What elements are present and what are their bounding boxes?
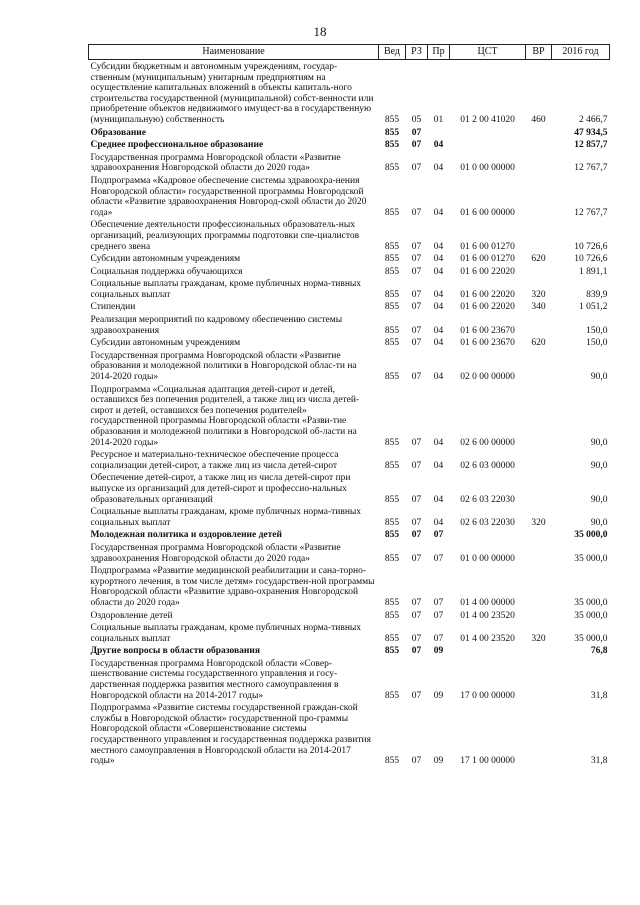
cell-amount: 839,9	[586, 289, 608, 300]
cell-ved: 855	[384, 597, 400, 608]
cell-rz: 07	[411, 127, 422, 138]
table-header	[89, 45, 610, 60]
header-cst: ЦСТ	[450, 45, 526, 60]
cell-amount: 150,0	[586, 325, 608, 336]
table-row	[89, 151, 610, 174]
header-vr: ВР	[526, 45, 552, 60]
cell-name: Обеспечение детей-сирот, а также лиц из числа детей-сирот при выпуске из организаций для детей-сирот и профессио-нальных образовательных организаций	[90, 473, 351, 505]
table-row	[89, 528, 610, 541]
cell-rz: 07	[411, 530, 422, 541]
cell-vr	[526, 349, 552, 383]
cell-name: Субсидии бюджетным и автономным учреждениям, государ-ственным (муниципальным) унитарным предприятиям на осуществление капитальных вложений в объекты капиталь-ного строительства государственной (муниципальной) собст-венности или приобретение объектов недвижимого имущест-ва в государственную (муниципальную) собственность	[90, 62, 374, 125]
cell-rz: 07	[411, 140, 422, 151]
cell-amount: 35 000,0	[574, 530, 608, 541]
cell-pr: 04	[433, 460, 444, 471]
cell-amount: 35 000,0	[574, 597, 608, 608]
cell-pr: 09	[433, 756, 444, 767]
cell-name: Образование	[90, 127, 146, 138]
cell-ved: 855	[384, 372, 400, 383]
cell-cst: 02 6 00 00000	[460, 437, 515, 448]
table-row	[89, 383, 610, 449]
cell-name: Стипендии	[90, 302, 136, 313]
cell-vr	[526, 541, 552, 564]
cell-cst: 02 6 03 00000	[460, 460, 515, 471]
cell-ved: 855	[384, 207, 400, 218]
cell-amount: 90,0	[590, 437, 608, 448]
cell-pr: 07	[433, 610, 444, 621]
cell-rz: 07	[411, 372, 422, 383]
cell-pr: 04	[433, 372, 444, 383]
cell-ved: 855	[384, 140, 400, 151]
cell-vr: 620	[531, 338, 546, 349]
cell-name: Реализация мероприятий по кадровому обеспечению системы здравоохранения	[90, 315, 343, 336]
cell-vr	[526, 265, 552, 278]
cell-amount: 150,0	[586, 338, 608, 349]
cell-name: Подпрограмма «Развитие системы государственной граждан-ской службы в Новгородской области» государственной про-граммы Новгородской области «Совершенствование системы государственного управления и государственная поддержка развития местного самоуправления в Новгородской области на 2014-2017 годы»	[90, 703, 371, 767]
cell-amount: 90,0	[590, 372, 608, 383]
cell-pr	[428, 126, 450, 139]
cell-pr: 04	[433, 494, 444, 505]
cell-amount: 76,8	[590, 646, 608, 657]
cell-ved: 855	[384, 553, 400, 564]
cell-cst: 01 6 00 22020	[460, 289, 515, 300]
cell-vr	[526, 313, 552, 336]
cell-name: Молодежная политика и оздоровление детей	[90, 530, 282, 541]
cell-ved: 855	[384, 289, 400, 300]
cell-pr: 04	[433, 254, 444, 265]
cell-cst: 01 6 00 23670	[460, 325, 515, 336]
cell-ved: 855	[384, 254, 400, 265]
cell-name: Государственная программа Новгородской области «Развитие здравоохранения Новгородской области до 2020 года»	[90, 542, 341, 564]
cell-vr: 460	[531, 114, 546, 125]
cell-cst: 01 4 00 00000	[460, 597, 515, 608]
cell-cst: 02 6 03 22030	[460, 494, 515, 505]
cell-ved: 855	[384, 302, 400, 313]
cell-cst	[450, 126, 526, 139]
cell-amount: 2 466,7	[579, 114, 608, 125]
cell-amount: 47 934,5	[574, 127, 608, 138]
cell-ved: 855	[384, 646, 400, 657]
cell-pr: 04	[433, 302, 444, 313]
cell-vr: 340	[531, 302, 546, 313]
cell-amount: 1 891,1	[579, 266, 608, 277]
cell-cst: 17 0 00 00000	[460, 690, 515, 701]
cell-vr	[526, 174, 552, 218]
cell-rz: 07	[411, 756, 422, 767]
cell-vr	[526, 126, 552, 139]
cell-name: Социальные выплаты гражданам, кроме публичных норма-тивных социальных выплат	[90, 279, 362, 300]
cell-vr	[526, 609, 552, 622]
table-row	[89, 621, 610, 644]
cell-amount: 12 767,7	[574, 207, 608, 218]
cell-amount: 35 000,0	[574, 553, 608, 564]
cell-rz: 07	[411, 302, 422, 313]
cell-name: Другие вопросы в области образования	[90, 646, 261, 657]
cell-rz: 05	[411, 114, 422, 125]
cell-name: Подпрограмма «Развитие медицинской реабилитации и сана-торно-курортного лечения, в том числе детям» государствен-ной программы Новгородской области «Развитие здраво-охранения Новгородской области до 2020 года»	[90, 566, 375, 608]
cell-cst: 01 6 00 23670	[460, 338, 515, 349]
table-row	[89, 448, 610, 471]
cell-name: Оздоровление детей	[90, 610, 173, 621]
cell-ved: 855	[384, 325, 400, 336]
cell-rz: 07	[411, 690, 422, 701]
cell-ved: 855	[384, 494, 400, 505]
cell-amount: 1 051,2	[579, 302, 608, 313]
cell-cst: 01 0 00 00000	[460, 553, 515, 564]
cell-pr: 07	[433, 553, 444, 564]
cell-pr: 07	[433, 633, 444, 644]
cell-vr	[526, 701, 552, 767]
header-ved: Вед	[379, 45, 406, 60]
cell-rz: 07	[411, 325, 422, 336]
cell-rz: 07	[411, 553, 422, 564]
cell-pr: 04	[433, 338, 444, 349]
cell-ved: 855	[384, 460, 400, 471]
cell-cst: 17 1 00 00000	[460, 756, 515, 767]
cell-name: Субсидии автономным учреждениям	[90, 338, 241, 349]
header-row	[89, 45, 610, 60]
cell-amount: 12 767,7	[574, 163, 608, 174]
cell-cst: 02 6 03 22030	[460, 517, 515, 528]
cell-vr	[526, 528, 552, 541]
cell-vr	[526, 657, 552, 701]
cell-cst: 01 4 00 23520	[460, 633, 515, 644]
table-row	[89, 541, 610, 564]
table-row	[89, 265, 610, 278]
cell-ved: 855	[384, 633, 400, 644]
cell-rz: 07	[411, 460, 422, 471]
cell-rz: 07	[411, 289, 422, 300]
cell-rz: 07	[411, 610, 422, 621]
cell-ved: 855	[384, 437, 400, 448]
table-body	[89, 60, 610, 767]
cell-ved: 855	[384, 241, 400, 252]
cell-name: Среднее профессиональное образование	[90, 140, 264, 151]
cell-vr	[526, 138, 552, 151]
cell-name: Социальные выплаты гражданам, кроме публичных норма-тивных социальных выплат	[90, 507, 362, 528]
cell-amount: 35 000,0	[574, 610, 608, 621]
cell-rz: 07	[411, 633, 422, 644]
cell-amount: 31,8	[590, 756, 608, 767]
cell-name: Субсидии автономным учреждениям	[90, 254, 241, 265]
header-year: 2016 год	[552, 45, 610, 60]
cell-cst: 01 2 00 41020	[460, 114, 515, 125]
header-pr: Пр	[428, 45, 450, 60]
cell-vr	[526, 218, 552, 252]
cell-pr: 04	[433, 325, 444, 336]
cell-amount: 10 726,6	[574, 254, 608, 265]
table-row	[89, 277, 610, 300]
cell-cst	[450, 644, 526, 657]
cell-rz: 07	[411, 597, 422, 608]
table-row	[89, 349, 610, 383]
cell-cst: 02 0 00 00000	[460, 372, 515, 383]
cell-name: Государственная программа Новгородской области «Развитие образования и молодежной политики в Новгородской облас-ти на 2014-2020 годы»	[90, 350, 357, 383]
cell-pr: 04	[433, 163, 444, 174]
cell-rz: 07	[411, 266, 422, 277]
cell-pr: 01	[433, 114, 444, 125]
table-row	[89, 505, 610, 528]
cell-name: Подпрограмма «Социальная адаптация детей-сирот и детей, оставшихся без попечения родителей, а также лиц из числа детей-сирот и детей, оставшихся без попечения родителей» государственной программы Новгородской области «Разви-тие образования и молодежной политики в Новгородской об-ласти на 2014-2020 годы»	[90, 384, 360, 448]
cell-ved: 855	[384, 690, 400, 701]
cell-cst: 01 6 00 22020	[460, 266, 515, 277]
cell-name: Подпрограмма «Кадровое обеспечение системы здравоохра-нения Новгородской области» государственной программы Новгородской области «Развитие здравоохранения Новгород-ской области до 2020 года»	[90, 175, 367, 218]
cell-name: Социальные выплаты гражданам, кроме публичных норма-тивных социальных выплат	[90, 623, 362, 644]
table-row	[89, 644, 610, 657]
cell-rz: 07	[411, 494, 422, 505]
cell-pr: 04	[433, 437, 444, 448]
cell-pr: 09	[433, 690, 444, 701]
cell-amount: 90,0	[590, 460, 608, 471]
table-row	[89, 126, 610, 139]
cell-name: Государственная программа Новгородской области «Совер-шенствование системы государственного управления и госу-дарственная поддержка развития местного самоуправления в Новгородской области на 2014-2017 годы»	[90, 658, 339, 701]
cell-vr: 620	[531, 254, 546, 265]
cell-name: Государственная программа Новгородской области «Развитие здравоохранения Новгородской области до 2020 года»	[90, 152, 341, 174]
table-row	[89, 336, 610, 349]
cell-ved: 855	[384, 530, 400, 541]
cell-rz: 07	[411, 207, 422, 218]
cell-pr: 04	[433, 517, 444, 528]
table-row	[89, 138, 610, 151]
cell-vr: 320	[531, 633, 546, 644]
cell-vr: 320	[531, 517, 546, 528]
cell-rz: 07	[411, 241, 422, 252]
table-row	[89, 218, 610, 252]
cell-cst: 01 6 00 01270	[460, 254, 515, 265]
cell-name: Социальная поддержка обучающихся	[90, 266, 243, 277]
cell-ved: 855	[384, 127, 400, 138]
cell-amount: 35 000,0	[574, 633, 608, 644]
cell-pr: 04	[433, 266, 444, 277]
cell-amount: 31,8	[590, 690, 608, 701]
table-row	[89, 174, 610, 218]
table-row	[89, 252, 610, 265]
table-row	[89, 564, 610, 608]
table-row	[89, 60, 610, 126]
page-number: 18	[313, 24, 327, 39]
table-row	[89, 609, 610, 622]
budget-table	[88, 44, 610, 767]
cell-vr	[526, 151, 552, 174]
cell-vr	[526, 471, 552, 505]
cell-vr	[526, 448, 552, 471]
table-row	[89, 701, 610, 767]
cell-rz: 07	[411, 517, 422, 528]
cell-amount: 12 857,7	[574, 140, 608, 151]
cell-pr: 04	[433, 241, 444, 252]
cell-amount: 90,0	[590, 494, 608, 505]
table-row	[89, 300, 610, 313]
cell-pr: 07	[433, 597, 444, 608]
cell-name: Ресурсное и материально-техническое обеспечение процесса социализации детей-сирот, а также лиц из числа детей-сирот	[90, 450, 339, 471]
cell-name: Обеспечение деятельности профессиональных образователь-ных организаций, реализующих программы подготовки спе-циалистов среднего звена	[90, 220, 360, 252]
cell-ved: 855	[384, 338, 400, 349]
header-name: Наименование	[89, 45, 379, 60]
cell-vr	[526, 383, 552, 449]
cell-rz: 07	[411, 646, 422, 657]
cell-cst: 01 4 00 23520	[460, 610, 515, 621]
cell-pr: 04	[433, 207, 444, 218]
cell-amount: 90,0	[590, 517, 608, 528]
cell-ved: 855	[384, 756, 400, 767]
table-row	[89, 471, 610, 505]
table-row	[89, 313, 610, 336]
cell-cst	[450, 138, 526, 151]
cell-cst	[450, 528, 526, 541]
cell-vr: 320	[531, 289, 546, 300]
cell-rz: 07	[411, 163, 422, 174]
cell-ved: 855	[384, 114, 400, 125]
cell-cst: 01 6 00 22020	[460, 302, 515, 313]
cell-pr: 04	[433, 140, 444, 151]
cell-cst: 01 0 00 00000	[460, 163, 515, 174]
cell-vr	[526, 644, 552, 657]
cell-pr: 09	[433, 646, 444, 657]
cell-rz: 07	[411, 254, 422, 265]
cell-ved: 855	[384, 163, 400, 174]
cell-cst: 01 6 00 00000	[460, 207, 515, 218]
cell-pr: 07	[433, 530, 444, 541]
cell-cst: 01 6 00 01270	[460, 241, 515, 252]
cell-amount: 10 726,6	[574, 241, 608, 252]
cell-ved: 855	[384, 266, 400, 277]
cell-rz: 07	[411, 437, 422, 448]
cell-rz: 07	[411, 338, 422, 349]
cell-ved: 855	[384, 610, 400, 621]
cell-vr	[526, 564, 552, 608]
table-row	[89, 657, 610, 701]
cell-pr: 04	[433, 289, 444, 300]
header-rz: РЗ	[406, 45, 428, 60]
cell-ved: 855	[384, 517, 400, 528]
